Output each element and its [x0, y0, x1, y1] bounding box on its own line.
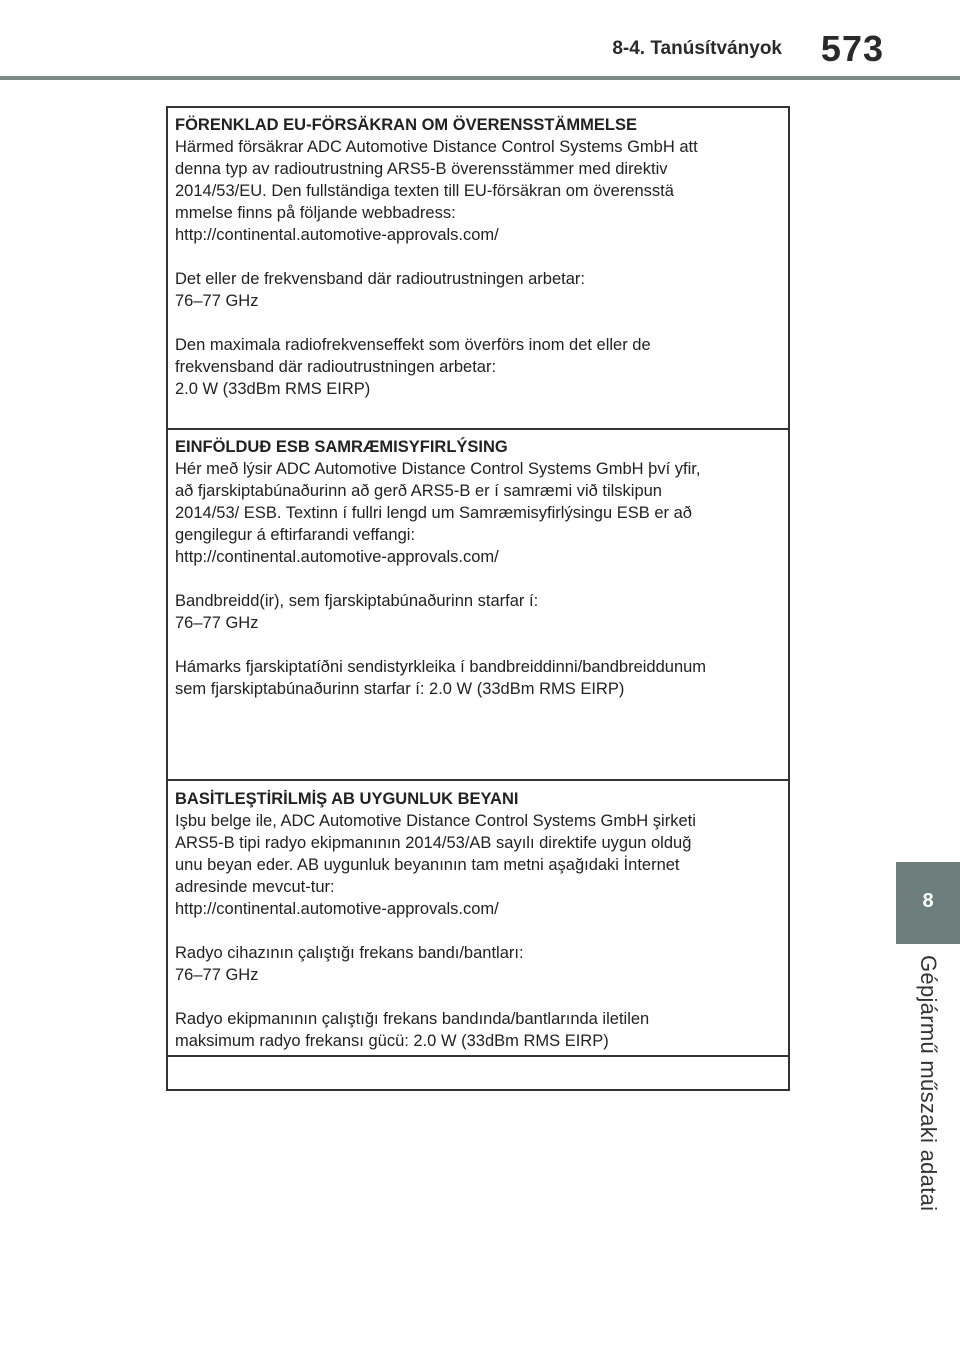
- text-line: Hér með lýsir ADC Automotive Distance Control Systems GmbH því yfir,: [175, 460, 701, 478]
- text-line: Radyo ekipmanının çalıştığı frekans bandında/bantlarında iletilen: [175, 1010, 650, 1028]
- chapter-label: Gépjármű műszaki adatai: [916, 955, 941, 1212]
- declaration-swedish: [168, 108, 788, 430]
- text-line: 2014/53/EU. Den fullständiga texten till EU-försäkran om överensstä: [175, 182, 674, 200]
- text-line: Bandbreidd(ir), sem fjarskiptabúnaðurinn starfar í:: [175, 592, 539, 610]
- frequency-line: 76–77 GHz: [175, 614, 259, 632]
- declaration-heading: BASİTLEŞTİRİLMİŞ AB UYGUNLUK BEYANI: [175, 790, 519, 808]
- power-line: maksimum radyo frekansı gücü: 2.0 W (33dBm RMS EIRP): [175, 1032, 609, 1050]
- text-line: Işbu belge ile, ADC Automotive Distance Control Systems GmbH şirketi: [175, 812, 696, 830]
- text-line: Radyo cihazının çalıştığı frekans bandı/bantları:: [175, 944, 524, 962]
- text-line: Härmed försäkrar ADC Automotive Distance Control Systems GmbH att: [175, 138, 698, 156]
- chapter-number: 8: [922, 890, 934, 912]
- header-rule: [0, 76, 960, 80]
- text-line: denna typ av radioutrustning ARS5-B överensstämmer med direktiv: [175, 160, 668, 178]
- text-line: gengilegur á eftirfarandi veffangi:: [175, 526, 416, 544]
- url-line: http://continental.automotive-approvals.com/: [175, 900, 499, 918]
- text-line: 2014/53/ ESB. Textinn í fullri lengd um Samræmisyfirlýsingu ESB er að: [175, 504, 692, 522]
- text-line: Det eller de frekvensband där radioutrustningen arbetar:: [175, 270, 585, 288]
- declaration-turkish: [168, 782, 788, 1089]
- url-line: http://continental.automotive-approvals.com/: [175, 226, 499, 244]
- power-line: 2.0 W (33dBm RMS EIRP): [175, 380, 371, 398]
- section-divider: [168, 1055, 788, 1057]
- section-title: 8-4. Tanúsítványok: [612, 38, 782, 59]
- text-line: frekvensband där radioutrustningen arbetar:: [175, 358, 497, 376]
- text-line: unu beyan eder. AB uygunluk beyanının tam metni aşağıdaki İnternet: [175, 856, 680, 874]
- declaration-heading: EINFÖLDUÐ ESB SAMRÆMISYFIRLÝSING: [175, 438, 508, 456]
- text-line: ARS5-B tipi radyo ekipmanının 2014/53/AB sayılı direktife uygun olduğ: [175, 834, 692, 852]
- frequency-line: 76–77 GHz: [175, 292, 259, 310]
- frequency-line: 76–77 GHz: [175, 966, 259, 984]
- page-header: [0, 0, 960, 82]
- declaration-icelandic: [168, 430, 788, 782]
- url-line: http://continental.automotive-approvals.com/: [175, 548, 499, 566]
- page-number: 573: [820, 28, 884, 69]
- text-line: adresinde mevcut-tur:: [175, 878, 335, 896]
- text-line: mmelse finns på följande webbadress:: [175, 204, 456, 222]
- power-line: sem fjarskiptabúnaðurinn starfar í: 2.0 W (33dBm RMS EIRP): [175, 680, 625, 698]
- declaration-box: [166, 106, 790, 1091]
- chapter-tab: [896, 862, 960, 944]
- text-line: Hámarks fjarskiptatíðni sendistyrkleika í bandbreiddinni/bandbreiddunum: [175, 658, 707, 676]
- text-line: Den maximala radiofrekvenseffekt som överförs inom det eller de: [175, 336, 651, 354]
- text-line: að fjarskiptabúnaðurinn að gerð ARS5-B er í samræmi við tilskipun: [175, 482, 662, 500]
- declaration-heading: FÖRENKLAD EU-FÖRSÄKRAN OM ÖVERENSSTÄMMELSE: [175, 116, 638, 134]
- section-divider: [168, 779, 788, 781]
